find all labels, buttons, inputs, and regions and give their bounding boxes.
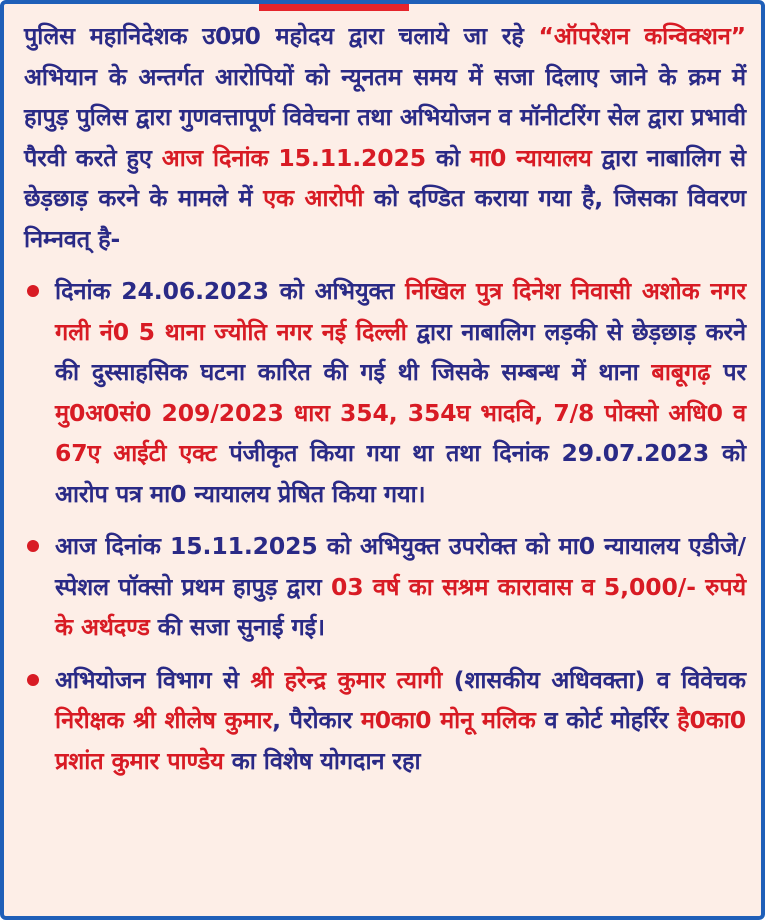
body-text: अभियान के अन्तर्गत आरोपियों को न्यूनतम समय में सजा दिलाए जाने के क्रम में हापुड़ पुलिस द्वारा गुणवत्तापूर्ण विवेचना तथा अभियोजन व मॉनीटरिंग सेल द्वारा प्रभावी पैरवी करते हुए xyxy=(24,62,746,172)
top-red-tab xyxy=(259,4,409,11)
press-note-content xyxy=(24,16,746,793)
highlighted-text: है0का0 प्रशांत कुमार पाण्डेय xyxy=(55,706,746,775)
body-text: द्वारा नाबालिग लड़की से छेड़छाड़ करने की दुस्साहसिक घटना कारित की गई थी जिसके सम्बन्ध में थाना xyxy=(55,317,746,386)
body-text: आज दिनांक 15.11.2025 को अभियुक्त उपरोक्त को मा0 न्यायालय एडीजे/स्पेशल पॉक्सो प्रथम हापुड़ द्वारा xyxy=(55,532,746,601)
highlighted-text: आज दिनांक 15.11.2025 xyxy=(161,143,427,172)
bullet-dot-icon xyxy=(27,674,39,686)
body-text: द्वारा नाबालिग से छेड़छाड़ करने के मामले में xyxy=(24,143,746,212)
body-text: पंजीकृत किया गया था तथा दिनांक 29.07.2023 को आरोप पत्र मा0 न्यायालय प्रेषित किया गया। xyxy=(55,439,746,508)
body-text: , पैरोकार xyxy=(272,706,361,734)
body-text: पर xyxy=(710,358,746,386)
details-list xyxy=(24,271,746,781)
highlighted-text: निखिल पुत्र दिनेश निवासी अशोक नगर गली नं0 5 थाना ज्योति नगर नई दिल्ली xyxy=(55,277,746,346)
highlighted-text: म0का0 मोनू मलिक xyxy=(360,706,536,734)
body-text: की सजा सुनाई गई। xyxy=(149,613,325,641)
body-text: दिनांक 24.06.2023 को अभियुक्त xyxy=(55,277,406,305)
body-text: पुलिस महानिदेशक उ0प्र0 महोदय द्वारा चलाये जा रहे xyxy=(24,22,539,50)
body-text: को xyxy=(426,143,471,172)
detail-item xyxy=(24,271,746,514)
detail-item xyxy=(24,660,746,782)
highlighted-text: एक आरोपी xyxy=(263,184,364,212)
body-text: व कोर्ट मोहर्रिर xyxy=(535,706,678,734)
body-text: को दण्डित कराया गया है, जिसका विवरण निम्नवत् है- xyxy=(24,184,746,253)
highlighted-text: श्री हरेन्द्र कुमार त्यागी xyxy=(250,665,443,694)
highlighted-text: बाबूगढ़ xyxy=(651,358,711,386)
highlighted-text: 03 वर्ष का सश्रम कारावास व 5,000/- रुपये के अर्थदण्ड xyxy=(55,572,746,641)
bullet-dot-icon xyxy=(27,285,39,297)
bullet-dot-icon xyxy=(27,540,39,552)
body-text: (शासकीय अधिवक्ता) व विवेचक xyxy=(442,665,746,694)
highlighted-text: मु0अ0सं0 209/2023 धारा 354, 354घ भादवि, 7/8 पोक्सो अधि0 व 67ए आईटी एक्ट xyxy=(55,398,746,467)
highlighted-text: “ऑपरेशन कन्विक्शन” xyxy=(538,22,746,50)
highlighted-text: मा0 न्यायालय xyxy=(470,143,592,172)
body-text: अभियोजन विभाग से xyxy=(55,665,251,694)
detail-item xyxy=(24,526,746,648)
highlighted-text: निरीक्षक श्री शीलेष कुमार xyxy=(55,706,273,734)
intro-paragraph xyxy=(24,16,746,259)
body-text: का विशेष योगदान रहा xyxy=(223,746,421,775)
